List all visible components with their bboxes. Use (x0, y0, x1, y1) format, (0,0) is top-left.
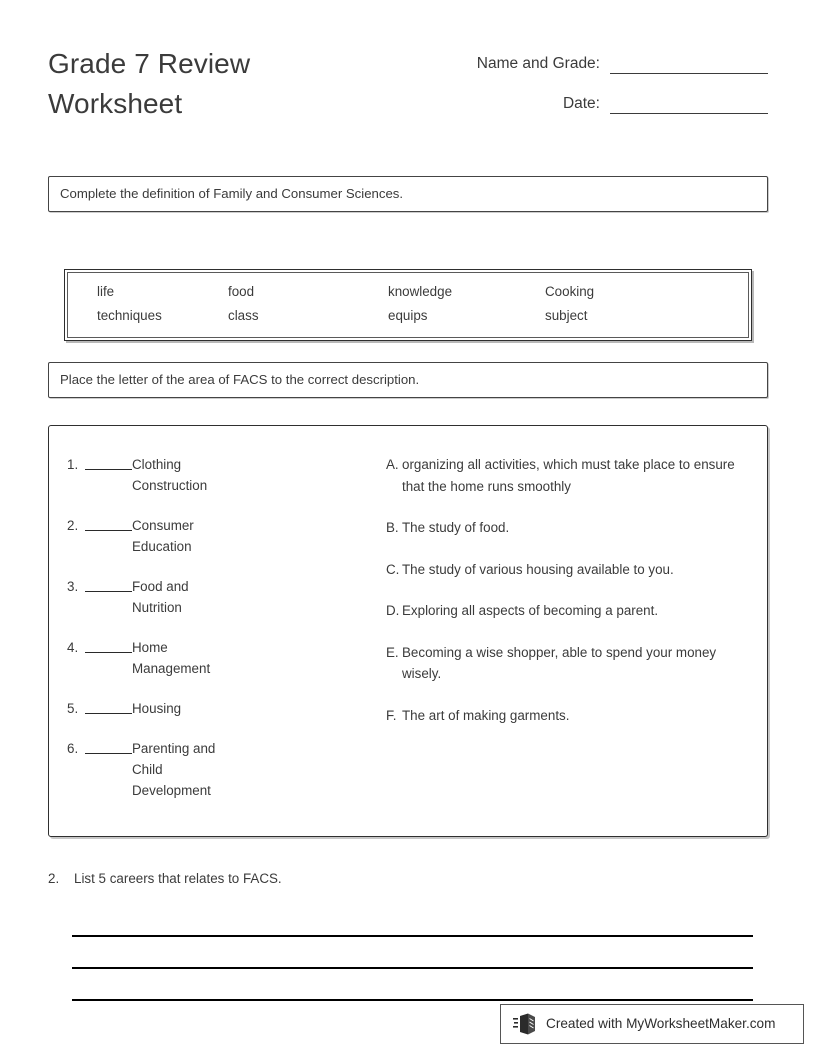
description-text: The study of various housing available to you. (402, 561, 674, 577)
worksheet-maker-logo-icon (513, 1013, 539, 1035)
matching-item (67, 576, 367, 618)
description-item (386, 517, 751, 539)
description-letter: E. (386, 644, 399, 660)
matching-answer-blank[interactable] (85, 515, 132, 531)
answer-line[interactable] (72, 969, 753, 1001)
word-bank-row (68, 280, 748, 304)
word-bank-word: techniques (97, 308, 162, 323)
name-and-grade-label: Name and Grade: (476, 55, 600, 72)
description-letter: C. (386, 561, 400, 577)
matching-item-label: Consumer Education (132, 518, 194, 554)
question-2 (48, 869, 282, 888)
instruction-box-2: Place the letter of the area of FACS to the correct description. (48, 362, 768, 398)
page-title: Grade 7 Review Worksheet (48, 48, 251, 119)
matching-item-label: Clothing Construction (132, 457, 208, 493)
word-bank-word: knowledge (388, 284, 453, 299)
date-field (428, 90, 768, 114)
matching-item-number: 5. (67, 701, 79, 716)
word-bank-word: Cooking (545, 284, 595, 299)
matching-descriptions-column (386, 454, 751, 746)
matching-answer-blank[interactable] (85, 738, 132, 754)
date-input-rule[interactable] (610, 95, 768, 114)
description-item (386, 559, 751, 581)
matching-item (67, 698, 367, 719)
description-item (386, 600, 751, 622)
matching-answer-blank[interactable] (85, 576, 132, 592)
word-bank (64, 269, 752, 341)
matching-item (67, 454, 367, 496)
word-bank-inner (67, 272, 749, 338)
matching-item (67, 738, 367, 801)
matching-item-number: 2. (67, 518, 79, 533)
word-bank-row (68, 304, 748, 328)
date-label: Date: (562, 95, 600, 112)
matching-item-number: 6. (67, 741, 79, 756)
matching-item-label: Housing (132, 701, 182, 716)
question-2-answer-lines (72, 905, 753, 1001)
matching-item-number: 3. (67, 579, 79, 594)
matching-item (67, 637, 367, 679)
name-and-grade-field (428, 50, 768, 74)
instruction-box-1: Complete the definition of Family and Consumer Sciences. (48, 176, 768, 212)
matching-exercise-panel (48, 425, 768, 837)
word-bank-word: food (228, 284, 255, 299)
matching-item-label: Food and Nutrition (132, 579, 189, 615)
word-bank-word: equips (388, 308, 428, 323)
name-and-grade-input-rule[interactable] (610, 55, 768, 74)
matching-item-number: 1. (67, 457, 79, 472)
description-item (386, 705, 751, 727)
question-2-number: 2. (48, 871, 60, 886)
matching-answer-blank[interactable] (85, 698, 132, 714)
word-bank-word: class (228, 308, 259, 323)
matching-answer-blank[interactable] (85, 454, 132, 470)
description-text: The study of food. (402, 520, 510, 535)
matching-item-label: Parenting and Child Development (132, 741, 216, 798)
matching-item-label: Home Management (132, 640, 211, 676)
matching-items-column (67, 454, 367, 820)
description-text: The art of making garments. (402, 707, 570, 723)
name-date-block (428, 50, 768, 130)
worksheet-header (0, 44, 816, 136)
matching-item-number: 4. (67, 640, 79, 655)
footer-attribution-text: Created with MyWorksheetMaker.com (546, 1016, 776, 1031)
question-2-text: List 5 careers that relates to FACS. (74, 871, 282, 886)
answer-line[interactable] (72, 905, 753, 937)
footer-attribution-badge (500, 1004, 804, 1044)
matching-answer-blank[interactable] (85, 637, 132, 653)
word-bank-word: life (97, 284, 115, 299)
description-text: Exploring all aspects of becoming a parent. (402, 603, 659, 618)
description-item (386, 642, 751, 685)
description-letter: D. (386, 603, 400, 618)
description-text: organizing all activities, which must take place to ensure that the home runs smoothly (402, 457, 735, 494)
description-letter: F. (386, 707, 397, 723)
description-item (386, 454, 751, 497)
answer-line[interactable] (72, 937, 753, 969)
description-letter: A. (386, 457, 399, 472)
word-bank-word: subject (545, 308, 588, 323)
description-letter: B. (386, 520, 399, 535)
description-text: Becoming a wise shopper, able to spend your money wisely. (402, 644, 717, 681)
matching-item (67, 515, 367, 557)
